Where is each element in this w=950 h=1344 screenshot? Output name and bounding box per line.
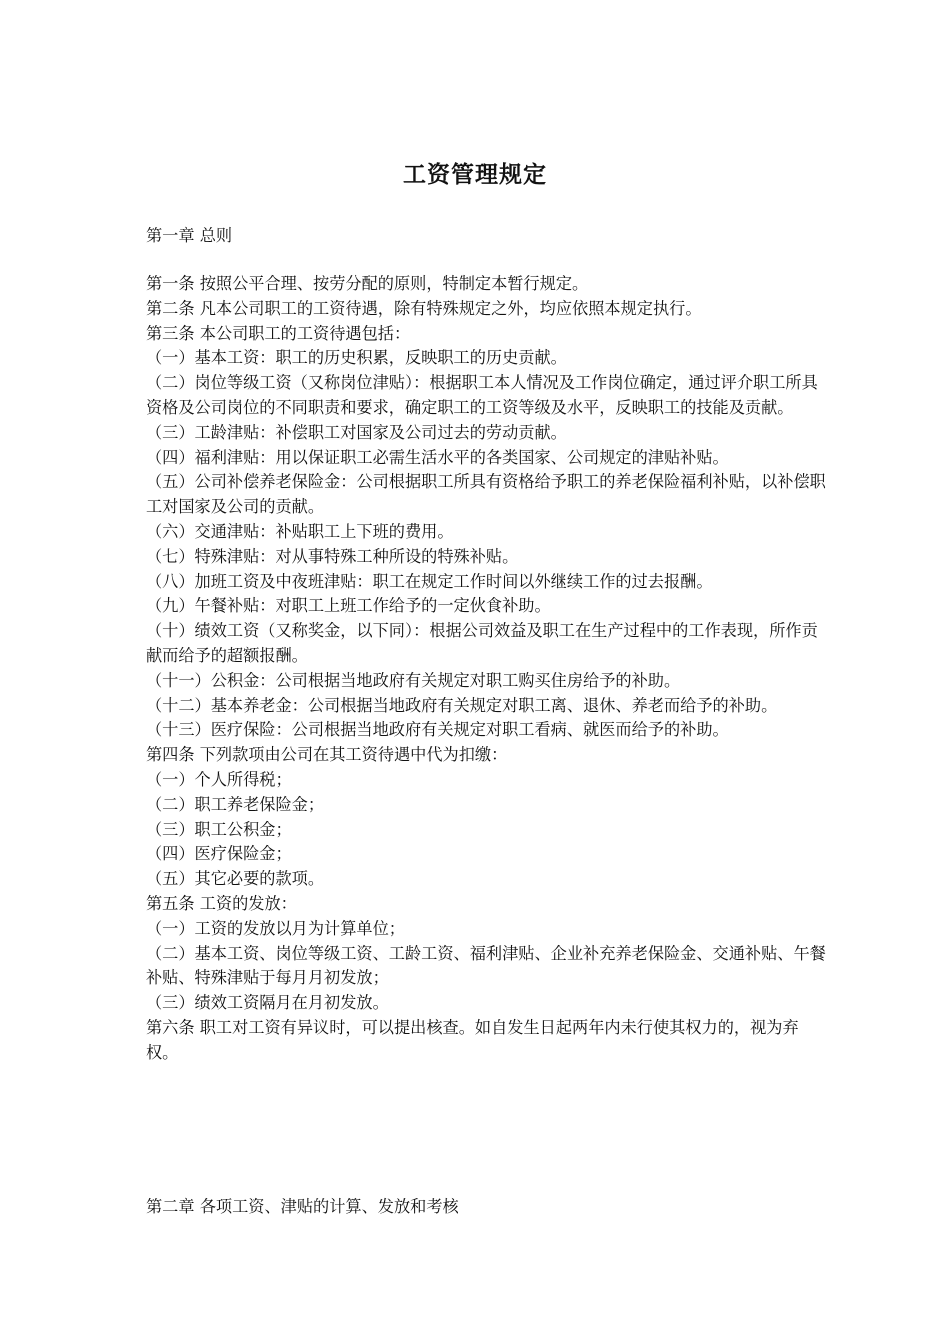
article-4-item-5: （五）其它必要的款项。	[146, 869, 325, 889]
article-3-item-3: （三）工龄津贴：补偿职工对国家及公司过去的劳动贡献。	[146, 422, 567, 442]
document-body	[146, 272, 826, 1066]
article-3-item-5: （五）公司补偿养老保险金：公司根据职工所具有资格给予职工的养老保险福利补贴，以补偿职工对国家及公司的贡献。	[146, 472, 826, 517]
article-3-item-6: （六）交通津贴：补贴职工上下班的费用。	[146, 521, 454, 541]
article-1: 第一条 按照公平合理、按劳分配的原则，特制定本暂行规定。	[146, 274, 589, 293]
article-5-item-1: （一）工资的发放以月为计算单位；	[146, 918, 405, 938]
article-2: 第二条 凡本公司职工的工资待遇，除有特殊规定之外，均应依照本规定执行。	[146, 298, 702, 318]
article-4: 第四条 下列款项由公司在其工资待遇中代为扣缴：	[146, 745, 508, 765]
article-3-item-9: （九）午餐补贴：对职工上班工作给予的一定伙食补助。	[146, 596, 551, 616]
article-3: 第三条 本公司职工的工资待遇包括：	[146, 323, 411, 343]
article-3-item-1: （一）基本工资：职工的历史积累，反映职工的历史贡献。	[146, 348, 567, 368]
article-3-item-13: （十三）医疗保险：公司根据当地政府有关规定对职工看病、就医而给予的补助。	[146, 720, 729, 740]
article-3-item-12: （十二）基本养老金：公司根据当地政府有关规定对职工离、退休、养老而给予的补助。	[146, 695, 778, 715]
article-3-item-4: （四）福利津贴：用以保证职工必需生活水平的各类国家、公司规定的津贴补贴。	[146, 447, 729, 467]
article-5-item-3: （三）绩效工资隔月在月初发放。	[146, 993, 389, 1013]
document-title: 工资管理规定	[403, 161, 547, 188]
article-3-item-7: （七）特殊津贴：对从事特殊工种所设的特殊补贴。	[146, 546, 519, 566]
article-4-item-1: （一）个人所得税；	[146, 769, 292, 789]
article-3-item-11: （十一）公积金：公司根据当地政府有关规定对职工购买住房给予的补助。	[146, 670, 681, 690]
article-5-item-2: （二）基本工资、岗位等级工资、工龄工资、福利津贴、企业补充养老保险金、交通补贴、午餐补贴、特殊津贴于每月月初发放；	[146, 943, 826, 988]
article-5: 第五条 工资的发放：	[146, 893, 297, 913]
chapter-heading-2: 第二章 各项工资、津贴的计算、发放和考核	[146, 1197, 459, 1216]
article-3-item-10: （十）绩效工资（又称奖金，以下同）：根据公司效益及职工在生产过程中的工作表现，所作贡献而给予的超额报酬。	[146, 621, 818, 665]
article-4-item-3: （三）职工公积金；	[146, 819, 292, 839]
article-6: 第六条 职工对工资有异议时，可以提出核查。如自发生日起两年内未行使其权力的，视为弃权。	[146, 1017, 799, 1062]
article-3-item-8: （八）加班工资及中夜班津贴：职工在规定工作时间以外继续工作的过去报酬。	[146, 571, 713, 591]
article-3-item-2: （二）岗位等级工资（又称岗位津贴）：根据职工本人情况及工作岗位确定，通过评介职工所具资格及公司岗位的不同职责和要求，确定职工的工资等级及水平，反映职工的技能及贡献。	[146, 373, 818, 417]
article-4-item-2: （二）职工养老保险金；	[146, 794, 325, 814]
chapter-heading-1: 第一章 总则	[146, 226, 233, 245]
article-4-item-4: （四）医疗保险金；	[146, 844, 292, 864]
